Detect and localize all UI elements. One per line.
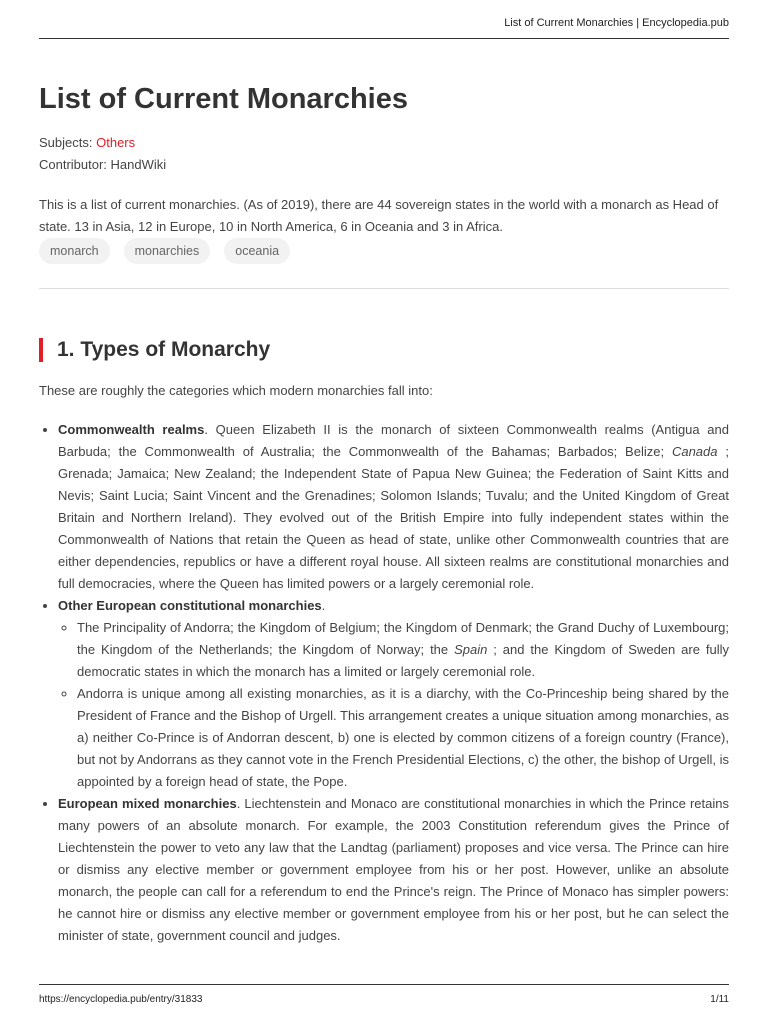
page-header bbox=[39, 0, 729, 39]
item-italic: Canada bbox=[671, 444, 718, 459]
contributor-value: HandWiki bbox=[110, 157, 167, 172]
divider bbox=[39, 288, 729, 289]
contributor-label: Contributor: bbox=[39, 157, 107, 172]
item-term: European mixed monarchies bbox=[58, 796, 237, 811]
monarchy-type-list bbox=[39, 419, 729, 947]
tag-list bbox=[39, 238, 290, 264]
item-text: The Principality of Andorra; the Kingdom of Belgium; the Kingdom of Denmark; the Grand Duchy of Luxembourg; the Kingdom of the Netherlands; the Kingdom of Norway; the bbox=[77, 620, 729, 657]
tag-chip[interactable]: monarch bbox=[39, 238, 110, 264]
tag-chip[interactable]: oceania bbox=[224, 238, 290, 264]
item-italic: Spain bbox=[454, 642, 488, 657]
sub-list-item bbox=[77, 617, 729, 683]
subjects-link[interactable]: Others bbox=[96, 135, 136, 150]
page-footer bbox=[39, 984, 729, 1014]
subjects-line bbox=[39, 134, 135, 152]
list-item bbox=[58, 595, 729, 793]
item-text: . Queen Elizabeth II is the monarch of sixteen Commonwealth realms (Antigua and Barbuda; the Commonwealth of Australia; the Commonwealth of the Bahamas; Barbados; Belize; bbox=[58, 422, 729, 459]
item-term: Commonwealth realms bbox=[58, 422, 205, 437]
subjects-label: Subjects: bbox=[39, 135, 93, 150]
contributor-line bbox=[39, 156, 166, 174]
section-title: 1. Types of Monarchy bbox=[39, 338, 270, 362]
running-title: List of Current Monarchies | Encyclopedia.pub bbox=[504, 17, 729, 29]
list-item bbox=[58, 793, 729, 947]
abstract: This is a list of current monarchies. (As of 2019), there are 44 sovereign states in the world with a monarch as Head of state. 13 in Asia, 12 in Europe, 10 in North America, 6 in Oceania and 3 in Africa. bbox=[39, 197, 719, 234]
section-intro: These are roughly the categories which modern monarchies fall into: bbox=[39, 383, 433, 398]
item-text: ; and the Kingdom of Sweden are fully democratic states in which the monarch has a limited or largely ceremonial role. bbox=[77, 642, 729, 679]
item-text: . Liechtenstein and Monaco are constitutional monarchies in which the Prince retains many powers of an absolute monarch. For example, the 2003 Constitution referendum gives the Prince of Liechtenstein the power to veto any law that the Landtag (parliament) proposes and vice versa. The Prince can hire or dismiss any elective member or government employee from his or her post. However, unlike an absolute monarch, the people can call for a referendum to end the Prince's reign. The Prince of Monaco has simpler powers: he cannot hire or dismiss any elective member or government employee from his or her post, but he can select the minister of state, government council and judges. bbox=[58, 796, 729, 943]
item-text: ; Grenada; Jamaica; New Zealand; the Independent State of Papua New Guinea; the Federation of Saint Kitts and Nevis; Saint Lucia; Saint Vincent and the Grenadines; Solomon Islands; Tuvalu; and the United Kingdom of Great Britain and Northern Ireland). They evolved out of the British Empire into fully independent states within the Commonwealth of Nations that retain the Queen as head of state, unlike other Commonwealth countries that are either dependencies, republics or have a different royal house. All sixteen realms are constitutional monarchies and full democracies, where the Queen has limited powers or a largely ceremonial role. bbox=[58, 444, 729, 591]
item-text: . bbox=[321, 598, 326, 613]
tag-chip[interactable]: monarchies bbox=[124, 238, 211, 264]
sub-list bbox=[58, 617, 729, 793]
page-number: 1/11 bbox=[710, 994, 729, 1005]
item-term: Other European constitutional monarchies bbox=[58, 598, 322, 613]
item-text: Andorra is unique among all existing monarchies, as it is a diarchy, with the Co-Princeship being shared by the President of France and the Bishop of Urgell. This arrangement creates a unique situation among monarchies, as a) neither Co-Prince is of Andorran descent, b) one is elected by common citizens of a foreign country (France), but not by Andorrans as they cannot vote in the French Presidential Elections, c) the other, the bishop of Urgell, is appointed by a foreign head of state, the Pope. bbox=[77, 686, 729, 789]
page-title: List of Current Monarchies bbox=[39, 83, 408, 115]
sub-list-item bbox=[77, 683, 729, 793]
footer-url[interactable]: https://encyclopedia.pub/entry/31833 bbox=[39, 994, 203, 1005]
list-item bbox=[58, 419, 729, 595]
